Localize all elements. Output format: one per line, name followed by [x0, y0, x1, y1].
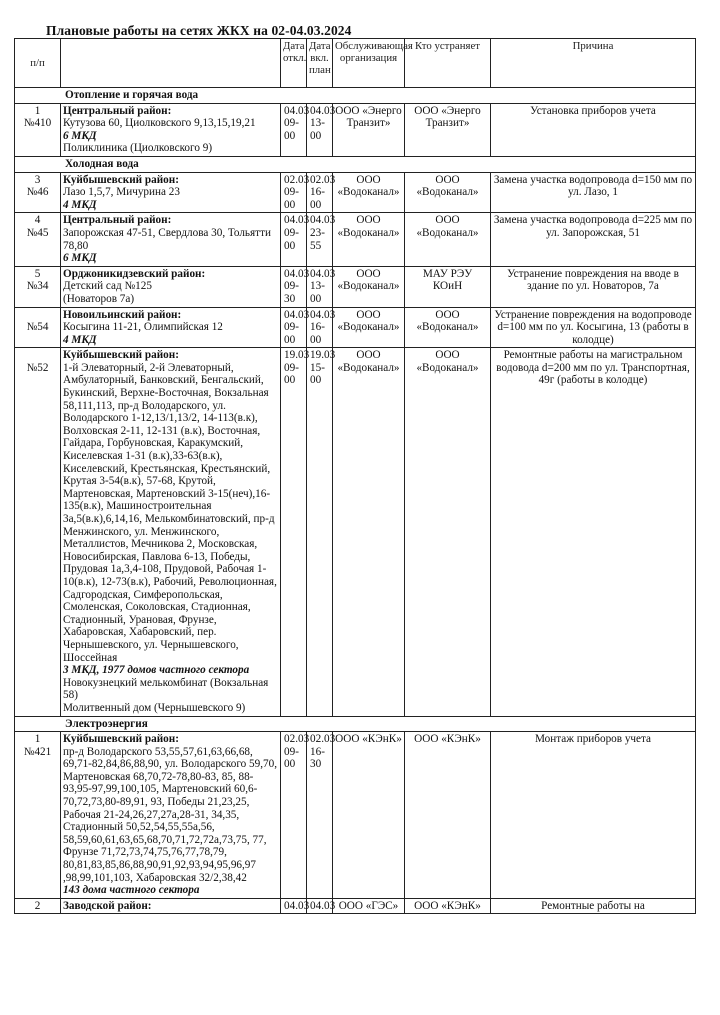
- row-date-off: 04.03: [281, 898, 307, 914]
- section-power: Электроэнергия: [15, 716, 696, 732]
- works-table: [14, 38, 696, 914]
- row-fixer: ООО «Энерго Транзит»: [405, 103, 491, 156]
- section-heat: Отопление и горячая вода: [15, 88, 696, 104]
- row-reason: Монтаж приборов учета: [491, 732, 696, 899]
- row-fixer: МАУ РЭУ КОиН: [405, 266, 491, 307]
- document-title: Плановые работы на сетях ЖКХ на 02-04.03.2024: [46, 23, 352, 38]
- row-fixer: ООО «Водоканал»: [405, 172, 491, 213]
- row-number: 5 №34: [15, 266, 61, 307]
- section-row-cold: [15, 156, 696, 172]
- row-org: ООО «Водоканал»: [333, 307, 405, 348]
- section-row-power: [15, 716, 696, 732]
- row-date-off: 04.03 09-00: [281, 307, 307, 348]
- row-fixer: ООО «Водоканал»: [405, 307, 491, 348]
- row-fixer: ООО «КЭнК»: [405, 732, 491, 899]
- row-reason: Замена участка водопровода d=225 мм по ул. Запорожская, 51: [491, 213, 696, 266]
- row-address: Центральный район: Запорожская 47-51, Свердлова 30, Тольятти 78,80 6 МКД: [61, 213, 281, 266]
- row-date-off: 04.03 09-00: [281, 213, 307, 266]
- row-date-on: 02.03 16-30: [307, 732, 333, 899]
- row-date-on: 04.03 13-00: [307, 103, 333, 156]
- row-date-off: 19.03 09-00: [281, 348, 307, 716]
- row-date-on: 04.03 13-00: [307, 266, 333, 307]
- row-org: ООО «Водоканал»: [333, 348, 405, 716]
- row-date-on: 04.03 16-00: [307, 307, 333, 348]
- row-address: Куйбышевский район: пр-д Володарского 53,55,57,61,63,66,68, 69,71-82,84,86,88,90, ул. Володарского 59,70, Мартеновская 68,70,72-78,80-83, 85, 88-93,95-97,99,100,105, Мартеновский 60,6-70,72,73,80-89,91, 93, Победы 21,23,25, Рабочая 21-24,26,27,27а,28-31, 34,35, Стадионный 50,52,54,55,55а,56, 58,59,60,61,63,65,68,70,71,72,72а,73,75, 77, Фрунзе 71,72,73,74,75,76,77,78,79, 80,81,83,85,86,88,90,91,92,93,94,95,96,97 ,98,99,101,103, Хабаровская 32/2,38,42 143 дома частного сектора: [61, 732, 281, 899]
- row-number: 2: [15, 898, 61, 914]
- table-row: [15, 172, 696, 213]
- row-date-on: 04.03: [307, 898, 333, 914]
- row-fixer: ООО «Водоканал»: [405, 213, 491, 266]
- row-address: Центральный район: Кутузова 60, Циолковского 9,13,15,19,21 6 МКД Поликлиника (Циолковского 9): [61, 103, 281, 156]
- row-org: ООО «Водоканал»: [333, 213, 405, 266]
- row-org: ООО «Энерго Транзит»: [333, 103, 405, 156]
- row-reason: Ремонтные работы на магистральном водовода d=200 мм по ул. Транспортная, 49г (работы в колодце): [491, 348, 696, 716]
- table-row: [15, 732, 696, 899]
- section-row-heat: [15, 88, 696, 104]
- header-org: Обслуживающая организация: [333, 39, 405, 88]
- row-date-off: 04.03 09-30: [281, 266, 307, 307]
- table-row: [15, 348, 696, 716]
- row-address: Куйбышевский район: Лазо 1,5,7, Мичурина 23 4 МКД: [61, 172, 281, 213]
- row-number: 1 №421: [15, 732, 61, 899]
- row-date-on: 04.03 23-55: [307, 213, 333, 266]
- row-fixer: ООО «КЭнК»: [405, 898, 491, 914]
- row-fixer: ООО «Водоканал»: [405, 348, 491, 716]
- header-date-off: Дата откл.: [281, 39, 307, 88]
- row-date-off: 04.03 09-00: [281, 103, 307, 156]
- row-date-on: 02.03 16-00: [307, 172, 333, 213]
- table-row: [15, 213, 696, 266]
- row-number: 4 №45: [15, 213, 61, 266]
- row-number: 1 №410: [15, 103, 61, 156]
- row-reason: Установка приборов учета: [491, 103, 696, 156]
- table-row: [15, 307, 696, 348]
- row-number: №54: [15, 307, 61, 348]
- row-address: Новоильинский район: Косыгина 11-21, Олимпийская 12 4 МКД: [61, 307, 281, 348]
- section-cold: Холодная вода: [15, 156, 696, 172]
- row-org: ООО «КЭнК»: [333, 732, 405, 899]
- row-number: №52: [15, 348, 61, 716]
- table-row: [15, 103, 696, 156]
- row-address: Заводской район:: [61, 898, 281, 914]
- row-org: ООО «Водоканал»: [333, 172, 405, 213]
- header-address: [61, 39, 281, 88]
- header-fixer: Кто устраняет: [405, 39, 491, 88]
- row-date-off: 02.03 09-00: [281, 172, 307, 213]
- header-pn: п/п: [15, 39, 61, 88]
- table-row: [15, 898, 696, 914]
- row-reason: Устранение повреждения на вводе в здание по ул. Новаторов, 7а: [491, 266, 696, 307]
- table-row: [15, 266, 696, 307]
- row-org: ООО «ГЭС»: [333, 898, 405, 914]
- header-reason: Причина: [491, 39, 696, 88]
- row-address: Орджоникидзевский район: Детский сад №125 (Новаторов 7а): [61, 266, 281, 307]
- row-reason: Устранение повреждения на водопроводе d=100 мм по ул. Косыгина, 13 (работы в колодце): [491, 307, 696, 348]
- table-header-row: [15, 39, 696, 88]
- row-org: ООО «Водоканал»: [333, 266, 405, 307]
- row-address: Куйбышевский район: 1-й Элеваторный, 2-й Элеваторный, Амбулаторный, Банковский, Бенгальский, Букинский, Верхне-Восточная, Вокзальная 58,111,113, пр-д Володарского, ул. Володарского 1-12,13/1,13/2, 14-113(в.к), Волховская 2-11, 12-131 (в.к), Восточная, Гайдара, Горбуновская, Каракумский, Киселевская 1-31 (в.к),33-63(в.к), Киселевский, Крестьянская, Крестьянский, Крутая 3-54(в.к), 57-68, Крутой, Мартеновская, Мартеновский 3-15(неч),16-135(в.к), Машиностроительная 3а,5(в.к),6,14,16, Мелькомбинатовский, пр-д Менжинского, ул. Менжинского, Металлистов, Мечникова 2, Московская, Новосибирская, Павлова 6-13, Победы, Прудовая 1а,3,4-108, Прудовой, Рабочая 1-10(в.к), 12-73(в.к), Рабочий, Революционная, Садгородская, Симферопольская, Смоленская, Соколовская, Стадионная, Стадионный, Урановая, Фрунзе, Хабаровская, Хабаровский, пер. Чернышевского, ул. Чернышевского, Шоссейная 3 МКД, 1977 домов частного сектора Новокузнецкий мелькомбинат (Вокзальная 58) Молитвенный дом (Чернышевского 9): [61, 348, 281, 716]
- header-date-on: Дата вкл. план: [307, 39, 333, 88]
- row-date-on: 19.03 15-00: [307, 348, 333, 716]
- row-number: 3 №46: [15, 172, 61, 213]
- row-reason: Ремонтные работы на: [491, 898, 696, 914]
- row-date-off: 02.03 09-00: [281, 732, 307, 899]
- row-reason: Замена участка водопровода d=150 мм по ул. Лазо, 1: [491, 172, 696, 213]
